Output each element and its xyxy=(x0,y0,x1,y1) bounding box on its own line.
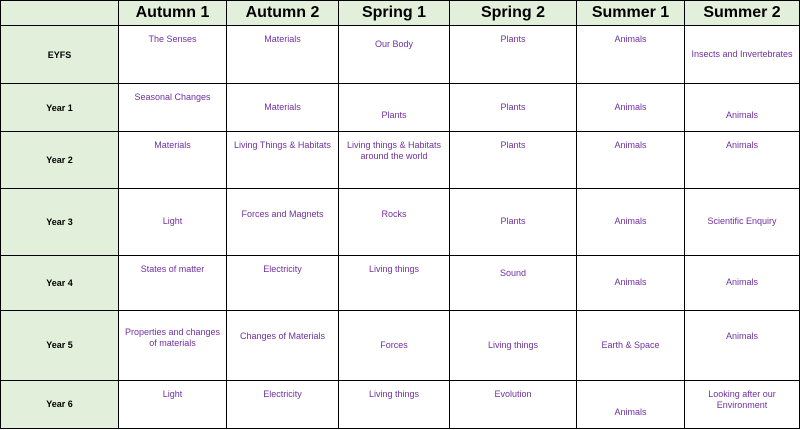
term-header-spring-2: Spring 2 xyxy=(450,1,577,26)
year-label: Year 3 xyxy=(1,189,119,255)
year-label: Year 6 xyxy=(1,380,119,428)
topic-cell: Electricity xyxy=(227,380,339,428)
topic-cell: Animals xyxy=(685,255,800,310)
term-header-summer-1: Summer 1 xyxy=(577,1,685,26)
term-header-spring-1: Spring 1 xyxy=(339,1,450,26)
year-label: EYFS xyxy=(1,26,119,84)
year-label: Year 2 xyxy=(1,132,119,189)
topic-cell: Animals xyxy=(577,255,685,310)
corner-cell xyxy=(1,1,119,26)
topic-cell: Animals xyxy=(577,26,685,84)
topic-cell: Plants xyxy=(450,189,577,255)
topic-cell: Forces xyxy=(339,310,450,380)
term-header-autumn-1: Autumn 1 xyxy=(119,1,227,26)
header-row xyxy=(1,1,800,26)
table-row xyxy=(1,132,800,189)
table-row xyxy=(1,310,800,380)
topic-cell: Plants xyxy=(450,132,577,189)
topic-cell: Living things xyxy=(450,310,577,380)
topic-cell: Forces and Magnets xyxy=(227,189,339,255)
topic-cell: Insects and Invertebrates xyxy=(685,26,800,84)
topic-cell: Seasonal Changes xyxy=(119,84,227,132)
topic-cell: Animals xyxy=(685,84,800,132)
topic-cell: Living things & Habitats around the world xyxy=(339,132,450,189)
topic-cell: Scientific Enquiry xyxy=(685,189,800,255)
topic-cell: Animals xyxy=(577,132,685,189)
table-row xyxy=(1,84,800,132)
topic-cell: Living things xyxy=(339,380,450,428)
topic-cell: Animals xyxy=(685,310,800,380)
topic-cell: Living things xyxy=(339,255,450,310)
table-row xyxy=(1,380,800,428)
topic-cell: Materials xyxy=(227,84,339,132)
topic-cell: The Senses xyxy=(119,26,227,84)
topic-cell: Plants xyxy=(339,84,450,132)
topic-cell: Animals xyxy=(577,380,685,428)
topic-cell: Earth & Space xyxy=(577,310,685,380)
table-row xyxy=(1,255,800,310)
topic-cell: States of matter xyxy=(119,255,227,310)
topic-cell: Living Things & Habitats xyxy=(227,132,339,189)
year-label: Year 5 xyxy=(1,310,119,380)
topic-cell: Our Body xyxy=(339,26,450,84)
topic-cell: Light xyxy=(119,380,227,428)
topic-cell: Changes of Materials xyxy=(227,310,339,380)
topic-cell: Plants xyxy=(450,26,577,84)
topic-cell: Evolution xyxy=(450,380,577,428)
topic-cell: Sound xyxy=(450,255,577,310)
topic-cell: Animals xyxy=(685,132,800,189)
topic-cell: Looking after our Environment xyxy=(685,380,800,428)
topic-cell: Plants xyxy=(450,84,577,132)
term-header-summer-2: Summer 2 xyxy=(685,1,800,26)
topic-cell: Properties and changes of materials xyxy=(119,310,227,380)
table-row xyxy=(1,26,800,84)
year-label: Year 4 xyxy=(1,255,119,310)
topic-cell: Materials xyxy=(227,26,339,84)
topic-cell: Materials xyxy=(119,132,227,189)
topic-cell: Light xyxy=(119,189,227,255)
term-header-autumn-2: Autumn 2 xyxy=(227,1,339,26)
table-row xyxy=(1,189,800,255)
year-label: Year 1 xyxy=(1,84,119,132)
topic-cell: Animals xyxy=(577,84,685,132)
topic-cell: Animals xyxy=(577,189,685,255)
topic-cell: Electricity xyxy=(227,255,339,310)
topic-cell: Rocks xyxy=(339,189,450,255)
